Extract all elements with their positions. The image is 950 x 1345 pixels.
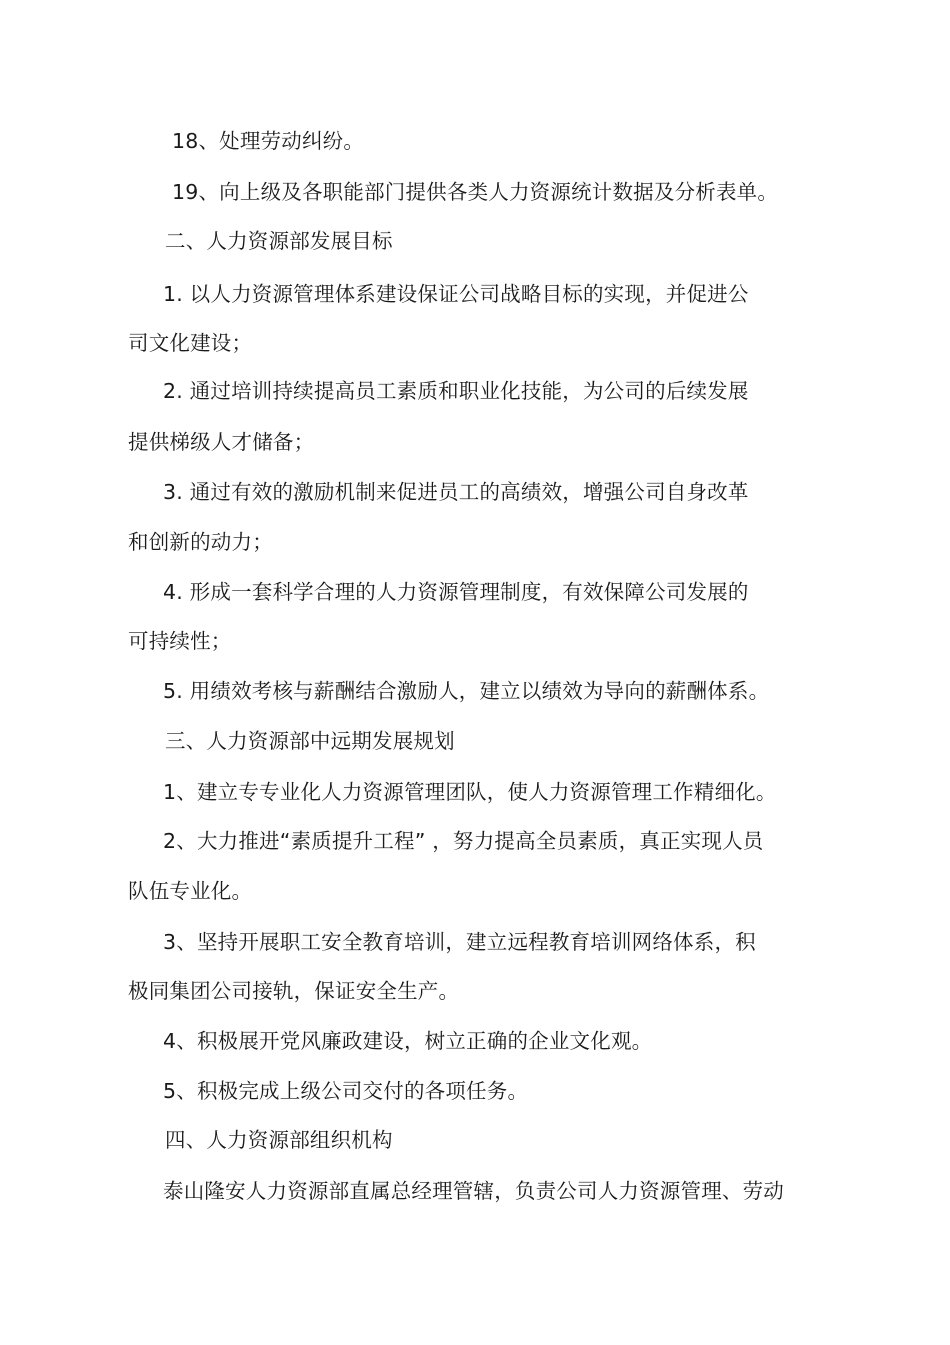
plan-item-5: 5、积极完成上级公司交付的各项任务。 (163, 1079, 529, 1103)
plan-item-2: 2、大力推进“素质提升工程” ，努力提高全员素质，真正实现人员 (163, 829, 764, 853)
goal-item-5: 5. 用绩效考核与薪酬结合激励人，建立以绩效为导向的薪酬体系。 (163, 679, 770, 703)
goal-item-1: 1. 以人力资源管理体系建设保证公司战略目标的实现，并促进公 (163, 282, 749, 306)
goal-item-2-cont: 提供梯级人才储备； (128, 430, 315, 454)
goal-item-3: 3. 通过有效的激励机制来促进员工的高绩效，增强公司自身改革 (163, 480, 749, 504)
list-item-18: 18、处理劳动纠纷。 (172, 129, 365, 153)
goal-item-2: 2. 通过培训持续提高员工素质和职业化技能，为公司的后续发展 (163, 379, 749, 403)
plan-item-4: 4、积极展开党风廉政建设，树立正确的企业文化观。 (163, 1029, 653, 1053)
section-heading-2: 二、人力资源部发展目标 (165, 229, 393, 253)
section-heading-4: 四、人力资源部组织机构 (165, 1128, 393, 1152)
goal-item-4-cont: 可持续性； (128, 629, 232, 653)
plan-item-1: 1、建立专专业化人力资源管理团队，使人力资源管理工作精细化。 (163, 780, 777, 804)
org-paragraph: 泰山隆安人力资源部直属总经理管辖，负责公司人力资源管理、劳动 (163, 1179, 784, 1203)
list-item-19: 19、向上级及各职能部门提供各类人力资源统计数据及分析表单。 (172, 180, 779, 204)
goal-item-3-cont: 和创新的动力； (128, 530, 273, 554)
plan-item-2-cont: 队伍专业化。 (128, 879, 253, 903)
plan-item-3: 3、坚持开展职工安全教育培训，建立远程教育培训网络体系，积 (163, 930, 756, 954)
section-heading-3: 三、人力资源部中远期发展规划 (165, 729, 455, 753)
goal-item-4: 4. 形成一套科学合理的人力资源管理制度，有效保障公司发展的 (163, 580, 749, 604)
plan-item-3-cont: 极同集团公司接轨，保证安全生产。 (128, 979, 460, 1003)
goal-item-1-cont: 司文化建设； (128, 331, 253, 355)
